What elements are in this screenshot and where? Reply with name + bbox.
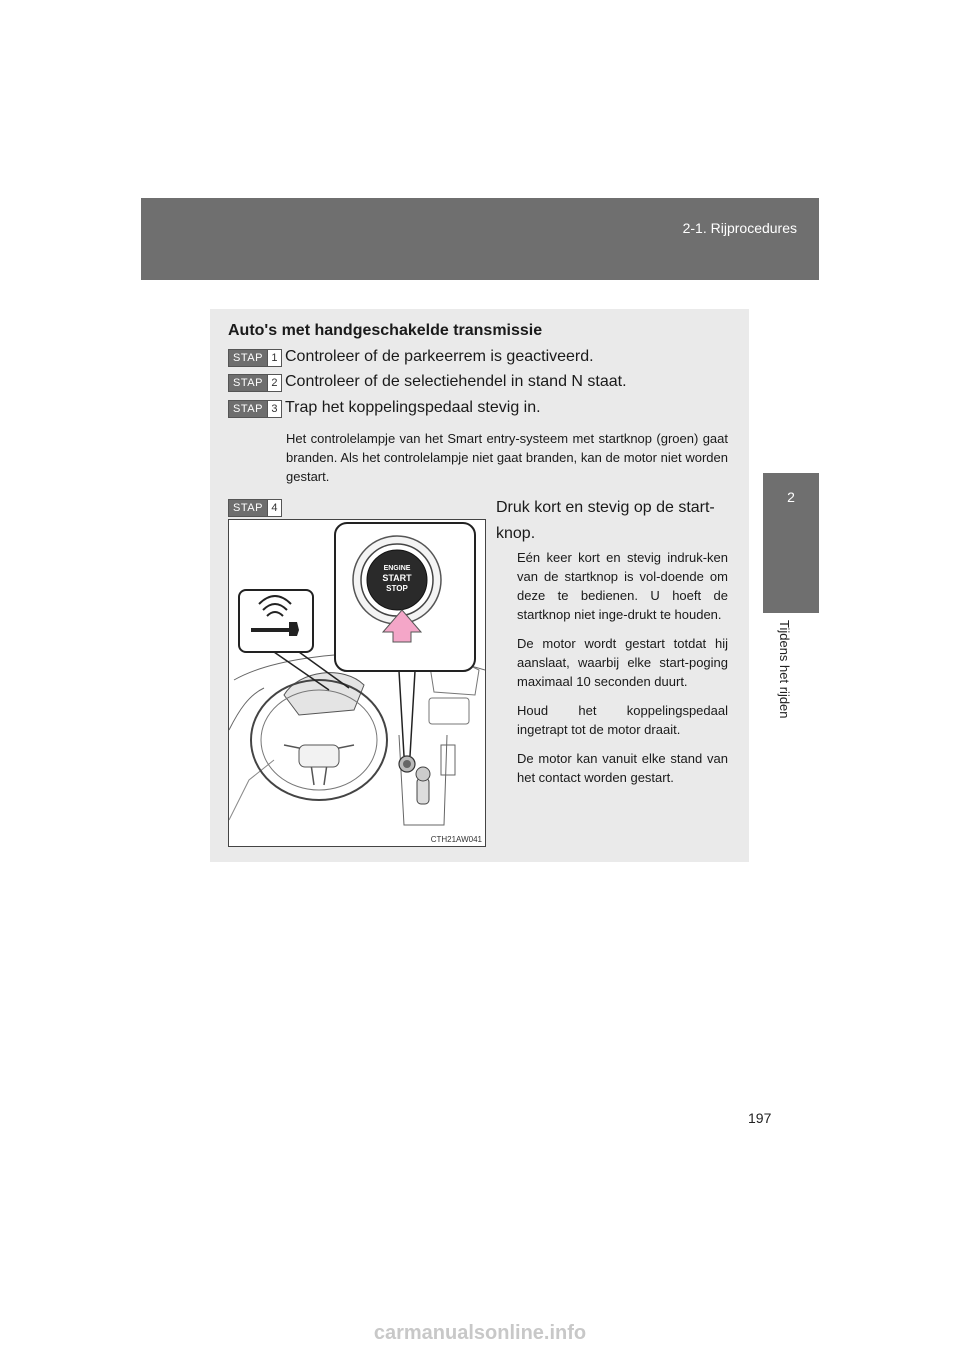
step-number: 2 (267, 375, 281, 391)
watermark: carmanualsonline.info (373, 1322, 587, 1344)
section-title: 2-1. Rijprocedures (682, 220, 797, 236)
section-header (141, 198, 819, 280)
page-number: 197 (748, 1110, 772, 1126)
step-word: STAP (229, 350, 267, 366)
step-tag-4 (228, 499, 282, 517)
button-label-line: STOP (386, 584, 408, 593)
dashboard-illustration (228, 519, 486, 847)
step-text-2: Controleer of de selectiehendel in stand N staat. (285, 373, 627, 390)
step-tag-2 (228, 374, 282, 392)
step-text-4: Druk kort en stevig op de start-knop. (496, 499, 715, 542)
step-tag-1 (228, 349, 282, 367)
step-tag-3 (228, 400, 282, 418)
note-item: De motor kan vanuit elke stand van het contact worden gestart. (517, 751, 728, 785)
note-item: De motor wordt gestart totdat hij aanslaat, waarbij elke start-poging maximaal 10 seconden duurt. (517, 636, 728, 689)
step-number: 3 (267, 401, 281, 417)
step-text-3: Trap het koppelingspedaal stevig in. (285, 399, 541, 416)
dashboard-drawing (229, 520, 485, 846)
step-word: STAP (229, 375, 267, 391)
step-text-1: Controleer of de parkeerrem is geactiveerd. (285, 348, 594, 365)
step-word: STAP (229, 500, 267, 516)
chapter-tab (763, 473, 819, 613)
procedure-title: Auto's met handgeschakelde transmissie (228, 322, 543, 339)
note-item: Houd het koppelingspedaal ingetrapt tot de motor draait. (517, 703, 728, 737)
step-3-note: Het controlelampje van het Smart entry-systeem met startknop (groen) gaat branden. Als het controlelampje niet gaat branden, kan de motor niet worden gestart. (286, 431, 728, 484)
illustration-code: CTH21AW041 (430, 835, 482, 844)
step-number: 4 (267, 500, 281, 516)
note-item: Eén keer kort en stevig indruk-ken van de startknop is vol-doende om deze te bedienen. U hoeft de startknop niet inge-drukt te houden. (517, 550, 728, 622)
chapter-number: 2 (787, 489, 795, 505)
button-label-line: ENGINE (383, 565, 411, 572)
step-number: 1 (267, 350, 281, 366)
chapter-label-container (777, 620, 802, 780)
button-label-line: START (382, 573, 412, 583)
chapter-label: Tijdens het rijden (777, 620, 792, 719)
step-word: STAP (229, 401, 267, 417)
step-4-notes (517, 548, 728, 797)
